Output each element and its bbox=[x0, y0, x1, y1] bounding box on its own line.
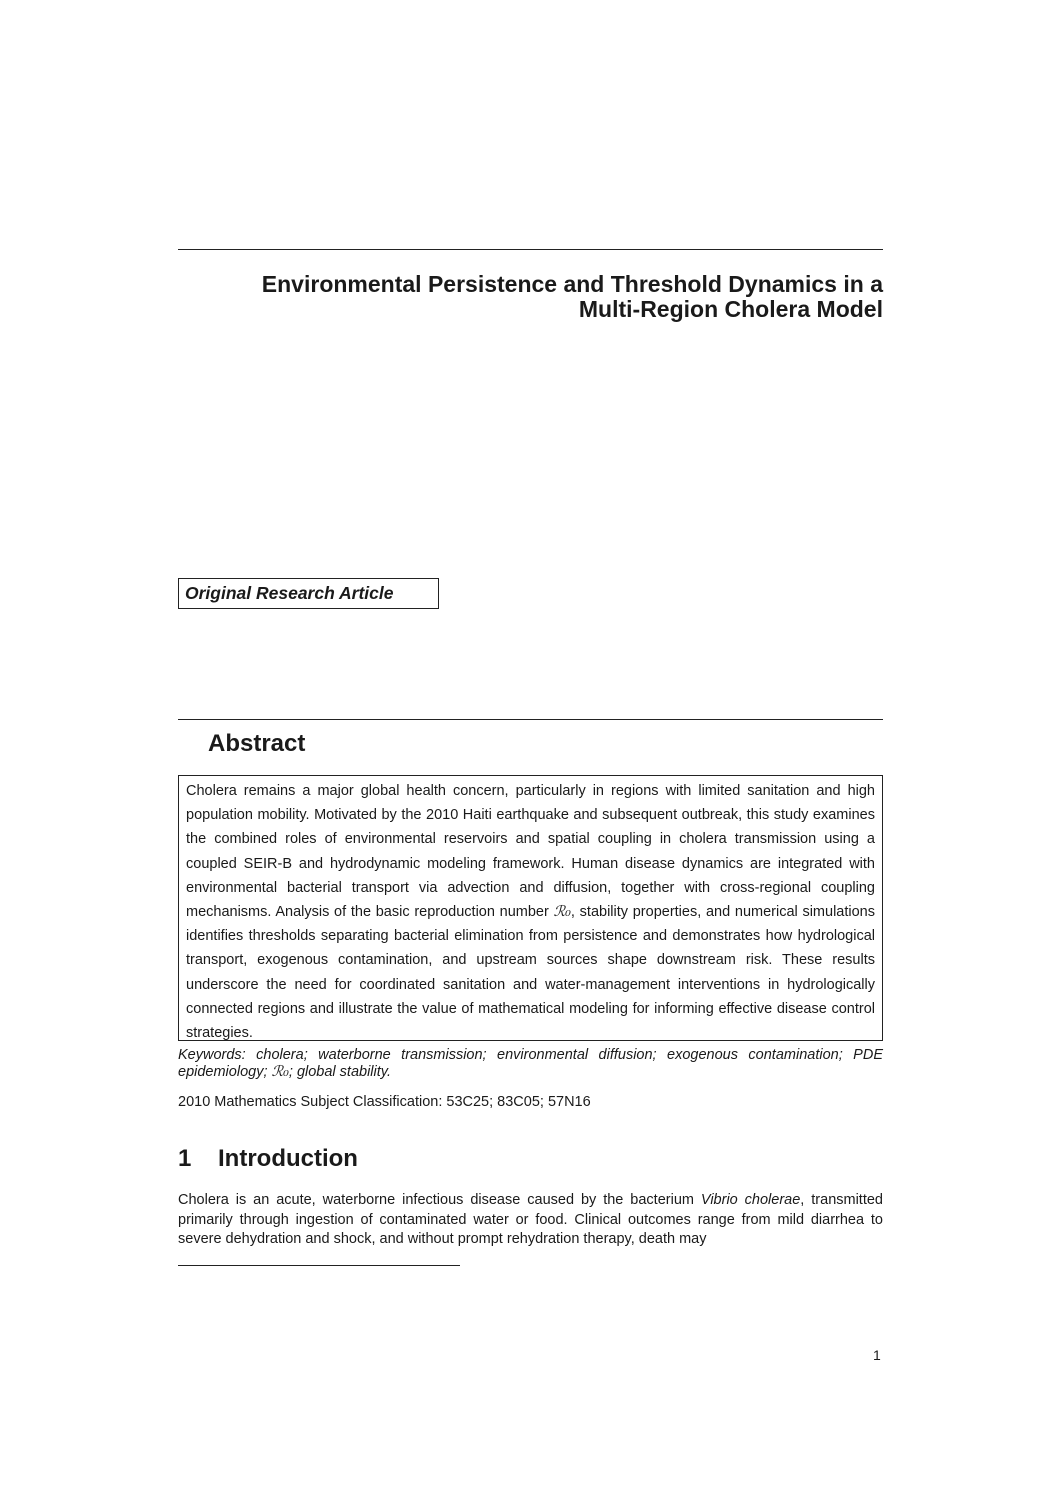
page-number: 1 bbox=[873, 1347, 881, 1363]
intro-part-2: , transmitted primarily through ingestion of contaminated water or food. Clinical outcomes range from mild diarrhea to severe dehydration and shock, and without prompt rehydration therapy, death may bbox=[178, 1192, 883, 1247]
abstract-top-rule bbox=[178, 719, 883, 720]
abstract-text-part-1: Cholera remains a major global health concern, particularly in regions with limited sanitation and high population mobility. Motivated by the 2010 Haiti earthquake and subsequent outbreak, this study examines the combined roles of environmental reservoirs and spatial coupling in cholera transmission using a coupled SEIR-B and hydrodynamic modeling framework. Human disease dynamics are integrated with environmental bacterial transport via advection and diffusion, together with cross-regional coupling mechanisms. Analysis of the basic reproduction number bbox=[186, 783, 875, 921]
abstract-text-part-2: , stability properties, and numerical simulations identifies thresholds separating bacterial elimination from persistence and demonstrates how hydrological transport, exogenous contamination, and upstream sources shape downstream risk. These results underscore the need for coordinated sanitation and water-management interventions in hydrologically connected regions and illustrate the value of mathematical modeling for informing effective disease control strategies. bbox=[186, 904, 875, 1042]
intro-part-1: Cholera is an acute, waterborne infectious disease caused by the bacterium bbox=[178, 1192, 701, 1208]
species-name: Vibrio cholerae bbox=[700, 1192, 801, 1208]
keywords bbox=[178, 1047, 883, 1081]
section-number: 1 bbox=[178, 1145, 192, 1172]
abstract-heading: Abstract bbox=[208, 730, 306, 757]
title-top-rule bbox=[178, 249, 883, 250]
title-line-2: Multi-Region Cholera Model bbox=[578, 296, 883, 322]
keywords-part-1: Keywords: cholera; waterborne transmission; environmental diffusion; exogenous contamination; PDE epidemiology; bbox=[178, 1047, 883, 1080]
paper-title bbox=[178, 272, 883, 322]
title-line-1: Environmental Persistence and Threshold Dynamics in a bbox=[261, 271, 883, 297]
subject-classification: 2010 Mathematics Subject Classification: 53C25; 83C05; 57N16 bbox=[178, 1094, 591, 1110]
keywords-r0-symbol: ℛ₀ bbox=[271, 1064, 289, 1080]
introduction-paragraph bbox=[178, 1191, 883, 1250]
keywords-part-2: ; global stability. bbox=[288, 1064, 391, 1080]
abstract-text bbox=[178, 775, 883, 1041]
footnote-rule bbox=[178, 1265, 460, 1266]
section-title: Introduction bbox=[218, 1145, 358, 1172]
article-type-label: Original Research Article bbox=[178, 578, 439, 609]
r0-symbol: ℛ₀ bbox=[553, 904, 571, 921]
section-heading-introduction bbox=[178, 1145, 358, 1173]
